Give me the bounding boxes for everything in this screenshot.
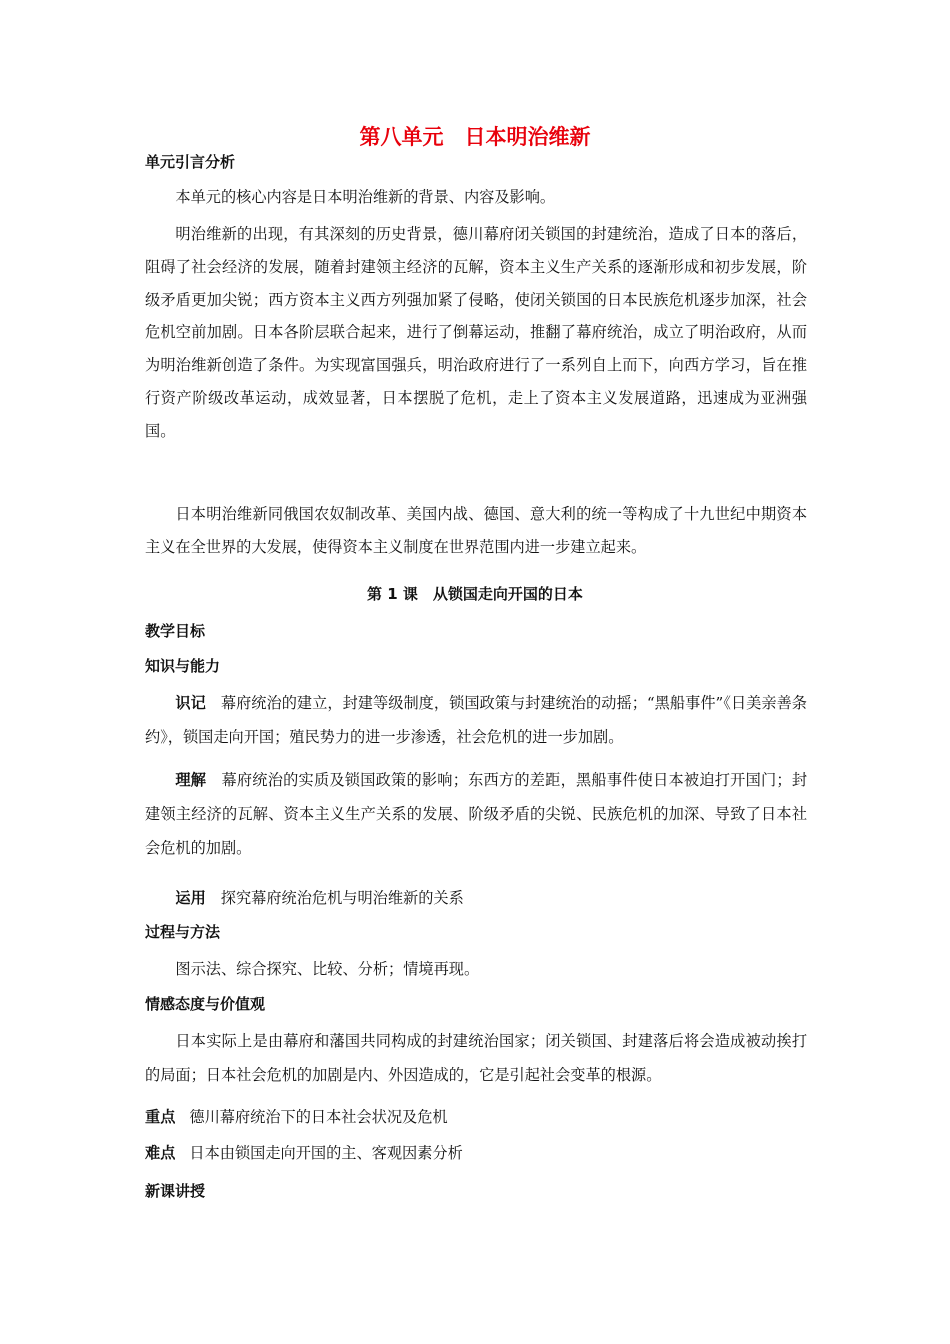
apply-label: 运用 — [175, 889, 206, 907]
understand-text: 幕府统治的实质及锁国政策的影响；东西方的差距，黑船事件使日本被迫打开国门；封建领主经济的瓦解、资本主义生产关系的发展、阶级矛盾的尖锐、民族危机的加深、导致了日本社会危机的加剧。 — [145, 771, 808, 857]
understand-paragraph — [145, 763, 807, 865]
apply-text: 探究幕府统治危机与明治维新的关系 — [220, 889, 464, 907]
understand-label: 理解 — [175, 771, 207, 789]
difficulty-line — [145, 1142, 463, 1164]
unit-title: 第八单元 日本明治维新 — [359, 125, 591, 149]
emotion-text: 日本实际上是由幕府和藩国共同构成的封建统治国家；闭关锁国、封建落后将会造成被动挨打的局面；日本社会危机的加剧是内、外因造成的，它是引起社会变革的根源。 — [145, 1032, 807, 1084]
recall-paragraph — [145, 686, 807, 754]
key-point-text: 德川幕府统治下的日本社会状况及危机 — [189, 1108, 448, 1126]
emotion-heading: 情感态度与价值观 — [145, 995, 266, 1013]
knowledge-heading: 知识与能力 — [145, 657, 221, 675]
lesson-title: 第 1 课 从锁国走向开国的日本 — [367, 585, 583, 603]
unit-intro-paragraph-3: 日本明治维新同俄国农奴制改革、美国内战、德国、意大利的统一等构成了十九世纪中期资本主义在全世界的大发展，使得资本主义制度在世界范围内进一步建立起来。 — [145, 505, 807, 556]
key-point-line — [145, 1106, 448, 1128]
recall-text: 幕府统治的建立，封建等级制度，锁国政策与封建统治的动摇；“黑船事件”《日美亲善条约》，锁国走向开国；殖民势力的进一步渗透，社会危机的进一步加剧。 — [145, 694, 807, 746]
unit-intro-paragraph-1: 本单元的核心内容是日本明治维新的背景、内容及影响。 — [175, 188, 556, 206]
apply-paragraph — [145, 882, 807, 915]
difficulty-label: 难点 — [145, 1144, 176, 1162]
difficulty-text: 日本由锁国走向开国的主、客观因素分析 — [189, 1144, 463, 1162]
unit-intro-paragraph-2: 明治维新的出现，有其深刻的历史背景，德川幕府闭关锁国的封建统治，造成了日本的落后，阻碍了社会经济的发展，随着封建领主经济的瓦解，资本主义生产关系的逐渐形成和初步发展，阶级矛盾更加尖锐；西方资本主义西方列强加紧了侵略，使闭关锁国的日本民族危机逐步加深，社会危机空前加剧。日本各阶层联合起来，进行了倒幕运动，推翻了幕府统治，成立了明治政府，从而为明治维新创造了条件。为实现富国强兵，明治政府进行了一系列自上而下，向西方学习，旨在推行资产阶级改革运动，成效显著，日本摆脱了危机，走上了资本主义发展道路，迅速成为亚洲强国。 — [145, 225, 807, 440]
recall-label: 识记 — [175, 694, 206, 712]
key-point-label: 重点 — [145, 1108, 176, 1126]
process-heading: 过程与方法 — [145, 923, 221, 941]
unit-intro-heading: 单元引言分析 — [145, 153, 236, 171]
process-text: 图示法、综合探究、比较、分析；情境再现。 — [175, 960, 480, 978]
new-lesson-heading: 新课讲授 — [145, 1182, 206, 1200]
objectives-heading: 教学目标 — [145, 622, 206, 640]
